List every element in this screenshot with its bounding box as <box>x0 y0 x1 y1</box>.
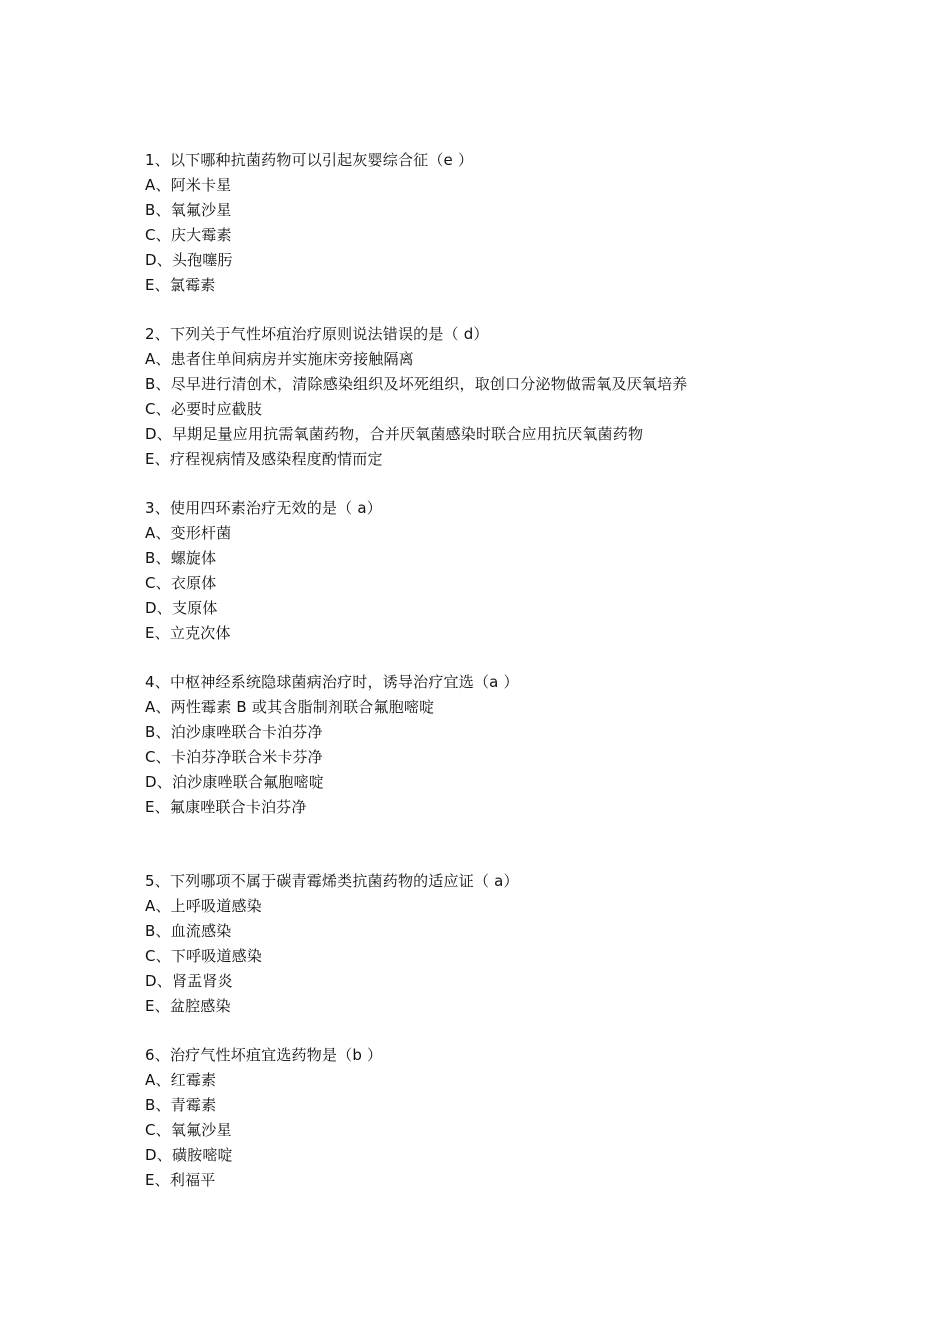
option-e: E、利福平 <box>145 1171 216 1189</box>
question-stem: 6、治疗气性坏疽宜选药物是（b ） <box>145 1046 383 1064</box>
question-2 <box>145 322 845 472</box>
option-d: D、磺胺嘧啶 <box>145 1146 233 1164</box>
option-d: D、泊沙康唑联合氟胞嘧啶 <box>145 773 324 791</box>
option-e: E、立克次体 <box>145 624 231 642</box>
question-stem: 2、下列关于气性坏疽治疗原则说法错误的是（ d） <box>145 325 489 343</box>
option-d: D、早期足量应用抗需氧菌药物，合并厌氧菌感染时联合应用抗厌氧菌药物 <box>145 425 644 443</box>
question-stem: 1、以下哪种抗菌药物可以引起灰婴综合征（e ） <box>145 151 474 169</box>
option-d: D、肾盂肾炎 <box>145 972 233 990</box>
question-6 <box>145 1043 845 1193</box>
question-3 <box>145 496 845 646</box>
option-e: E、疗程视病情及感染程度酌情而定 <box>145 450 383 468</box>
option-e: E、氟康唑联合卡泊芬净 <box>145 798 307 816</box>
option-d: D、支原体 <box>145 599 218 617</box>
option-e: E、盆腔感染 <box>145 997 231 1015</box>
question-5 <box>145 869 845 1019</box>
option-a: A、两性霉素 B 或其含脂制剂联合氟胞嘧啶 <box>145 698 435 716</box>
option-e: E、氯霉素 <box>145 276 216 294</box>
question-stem: 5、下列哪项不属于碳青霉烯类抗菌药物的适应证（ a） <box>145 872 519 890</box>
option-a: A、红霉素 <box>145 1071 217 1089</box>
option-b: B、青霉素 <box>145 1096 217 1114</box>
option-c: C、氧氟沙星 <box>145 1121 232 1139</box>
question-4 <box>145 670 845 820</box>
option-a: A、变形杆菌 <box>145 524 232 542</box>
option-c: C、下呼吸道感染 <box>145 947 263 965</box>
option-a: A、阿米卡星 <box>145 176 232 194</box>
option-b: B、螺旋体 <box>145 549 217 567</box>
option-b: B、尽早进行清创术，清除感染组织及坏死组织，取创口分泌物做需氧及厌氧培养 <box>145 375 688 393</box>
option-d: D、头孢噻肟 <box>145 251 233 269</box>
option-c: C、卡泊芬净联合米卡芬净 <box>145 748 323 766</box>
option-c: C、衣原体 <box>145 574 217 592</box>
option-b: B、氧氟沙星 <box>145 201 232 219</box>
question-stem: 4、中枢神经系统隐球菌病治疗时，诱导治疗宜选（a ） <box>145 673 519 691</box>
option-c: C、庆大霉素 <box>145 226 232 244</box>
option-a: A、患者住单间病房并实施床旁接触隔离 <box>145 350 414 368</box>
option-a: A、上呼吸道感染 <box>145 897 262 915</box>
option-b: B、血流感染 <box>145 922 232 940</box>
question-1 <box>145 148 845 298</box>
question-stem: 3、使用四环素治疗无效的是（ a） <box>145 499 382 517</box>
option-b: B、泊沙康唑联合卡泊芬净 <box>145 723 323 741</box>
option-c: C、必要时应截肢 <box>145 400 263 418</box>
